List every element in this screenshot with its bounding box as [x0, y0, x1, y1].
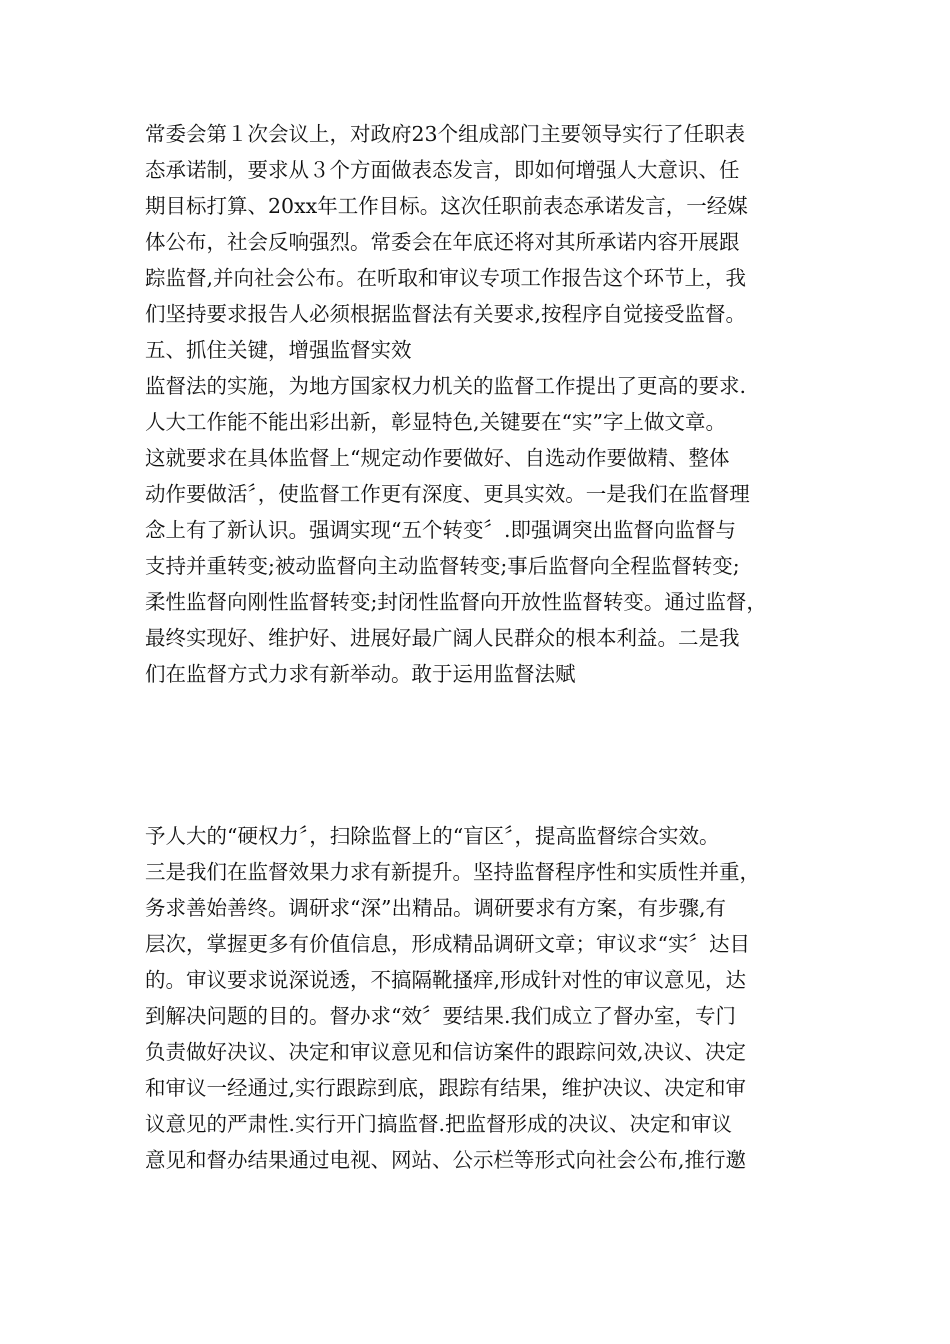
text-line: 务求善始善终。调研求“深”出精品。调研要求有方案，有步骤,有 — [145, 896, 726, 920]
text-line: 负责做好决议、决定和审议意见和信访案件的跟踪问效,决议、决定 — [145, 1040, 747, 1064]
text-line: 体公布，社会反响强烈。常委会在年底还将对其所承诺内容开展跟 — [145, 230, 740, 254]
text-line: 三是我们在监督效果力求有新提升。坚持监督程序性和实质性并重， — [145, 860, 760, 884]
text-line: 态承诺制，要求从３个方面做表态发言，即如何增强人大意识、任 — [145, 158, 740, 182]
text-line: 意见和督办结果通过电视、网站、公示栏等形式向社会公布,推行邀 — [145, 1148, 747, 1172]
text-line: 这就要求在具体监督上“规定动作要做好、自选动作要做精、整体 — [145, 446, 730, 470]
text-line: 议意见的严肃性.实行开门搞监督.把监督形成的决议、决定和审议 — [145, 1112, 733, 1136]
text-line: 动作要做活〞，使监督工作更有深度、更具实效。一是我们在监督理 — [145, 482, 750, 506]
text-line: 们在监督方式力求有新举动。敢于运用监督法赋 — [145, 662, 576, 686]
text-line: 常委会第１次会议上，对政府23个组成部门主要领导实行了任职表 — [145, 122, 746, 146]
text-line: 们坚持要求报告人必须根据监督法有关要求,按程序自觉接受监督。 — [145, 302, 747, 326]
text-line: 和审议一经通过,实行跟踪到底，跟踪有结果，维护决议、决定和审 — [145, 1076, 747, 1100]
text-line: 予人大的“硬权力〞，扫除监督上的“盲区〞，提高监督综合实效。 — [145, 824, 720, 848]
text-line: 人大工作能不能出彩出新，彰显特色,关键要在“实”字上做文章。 — [145, 410, 726, 434]
text-line: 支持并重转变;被动监督向主动监督转变;事后监督向全程监督转变; — [145, 554, 740, 578]
text-line: 踪监督,并向社会公布。在听取和审议专项工作报告这个环节上，我 — [145, 266, 747, 290]
text-line: 柔性监督向刚性监督转变;封闭性监督向开放性监督转变。通过监督， — [145, 590, 767, 614]
text-block-2 — [145, 818, 825, 1178]
text-line: 到解决问题的目的。督办求“效〞要结果.我们成立了督办室，专门 — [145, 1004, 736, 1028]
text-block-1 — [145, 116, 825, 692]
text-line: 念上有了新认识。强调实现“五个转变〞.即强调突出监督向监督与 — [145, 518, 736, 542]
text-line: 最终实现好、维护好、进展好最广阔人民群众的根本利益。二是我 — [145, 626, 740, 650]
text-line: 层次，掌握更多有价值信息，形成精品调研文章；审议求“实〞达目 — [145, 932, 750, 956]
section-heading: 五、抓住关键，增强监督实效 — [145, 338, 412, 362]
text-line: 的。审议要求说深说透，不搞隔靴搔痒,形成针对性的审议意见，达 — [145, 968, 747, 992]
text-line: 期目标打算、20xx年工作目标。这次任职前表态承诺发言，一经媒 — [145, 194, 748, 218]
text-line: 监督法的实施，为地方国家权力机关的监督工作提出了更高的要求. — [145, 374, 747, 398]
